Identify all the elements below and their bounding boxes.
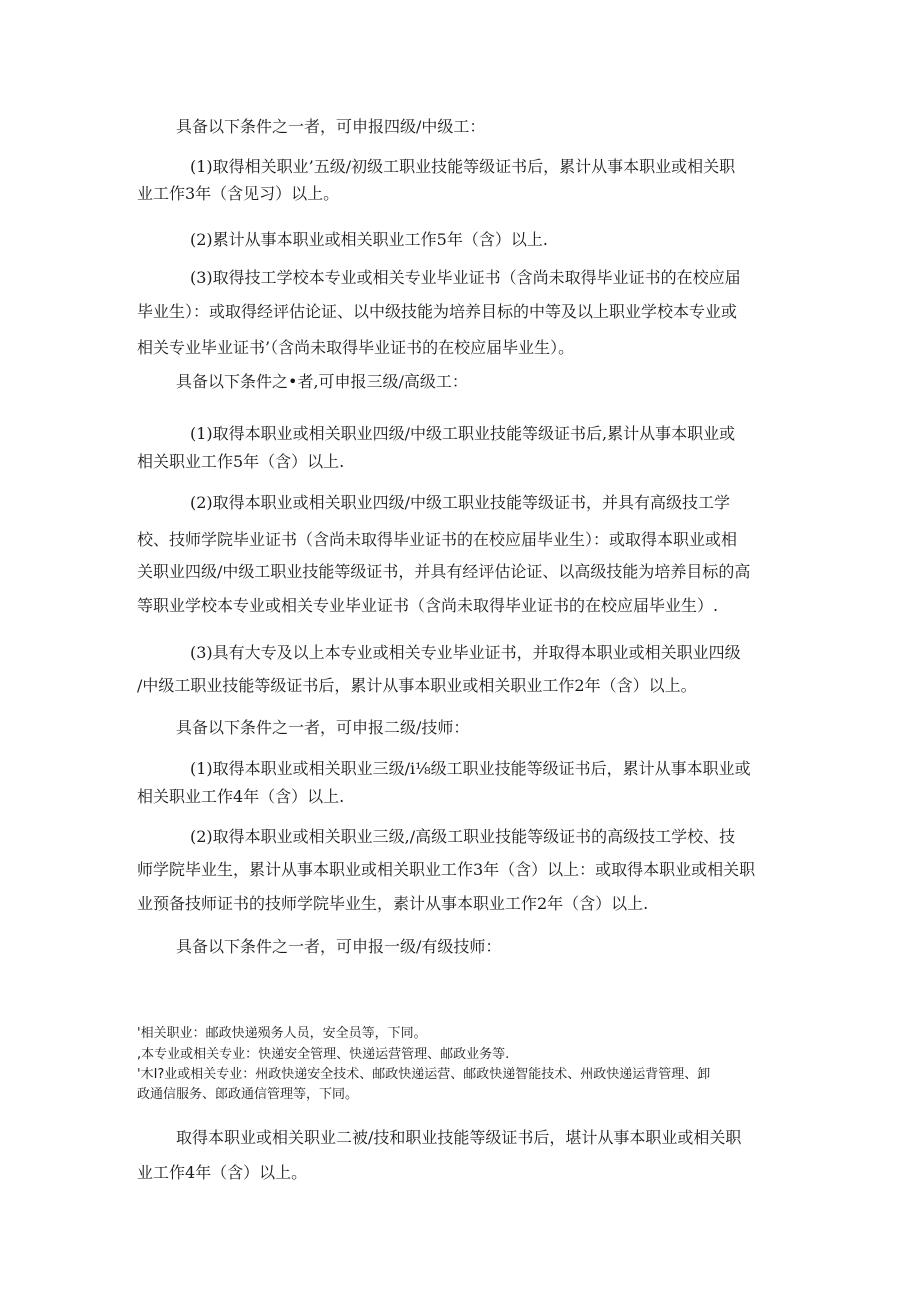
level4-item3-line1: (3)取得技工学校本专业或相关专业毕业证书（含尚未取得毕业证书的在校应届 [190, 268, 741, 287]
level3-item2-line3: 关职业四级/中级工职业技能等级证书，并具有经评估论证、以高级技能为培养目标的高 [137, 562, 751, 581]
level1-heading: 具备以下条件之一者，可申报一级/有级技师： [176, 937, 502, 956]
level4-item1-line1: (1)取得相关职业’五级/初级工职业技能等级证书后，累计从事本职业或相关职 [190, 157, 736, 176]
level3-item3-line1: (3)具有大专及以上本专业或相关专业毕业证书，并取得本职业或相关职业四级 [190, 643, 741, 662]
level2-item1-line2: 相关职业工作4年（含）以上. [137, 787, 345, 806]
continuation-line2: 业工作4年（含）以上。 [137, 1163, 308, 1182]
level3-heading: 具备以下条件之•者,可申报三级/高级工： [176, 372, 468, 391]
level2-heading: 具备以下条件之一者，可申报二级/技师： [176, 718, 470, 737]
level4-item3-line2: 毕业生）：或取得经评估论证、以中级技能为培养目标的中等及以上职业学校本专业或 [137, 302, 738, 321]
level3-item2-line1: (2)取得本职业或相关职业四级/中级工职业技能等级证书，并具有高级技工学 [190, 493, 731, 512]
level4-item3-line3: 相关专业毕业证书’（含尚未取得毕业证书的在校应届毕业生）。 [137, 338, 575, 357]
level3-item3-line2: /中级工职业技能等级证书后，累计从事本职业或相关职业工作2年（含）以上。 [137, 676, 697, 695]
footnote-3-line1: '木I?业或相关专业：州政快递安全技术、邮政快递运营、邮政快递智能技术、州政快递运背管理、卸 [137, 1067, 711, 1082]
footnote-1: '相关职业：邮政快递殒务人员，安全员等，下同。 [137, 1026, 427, 1041]
level4-item2-line1: (2)累计从事本职业或相关职业工作5年（含）以上. [190, 230, 548, 249]
level2-item1-line1: (1)取得本职业或相关职业三级/i⅛级工职业技能等级证书后，累计从事本职业或 [190, 759, 751, 778]
footnote-2: ,本专业或相关专业：快递安全管理、快递运营管理、邮政业务等. [137, 1047, 510, 1062]
level2-item2-line2: 师学院毕业生，累计从事本职业或相关职业工作3年（含）以上：或取得本职业或相关职 [137, 860, 756, 879]
level2-item2-line3: 业预备技师证书的技师学院毕业生，素计从事本职业工作2年（含）以上. [137, 894, 649, 913]
level3-item1-line1: (1)取得本职业或相关职业四级/中级工职业技能等级证书后,累计从事本职业或 [190, 424, 736, 443]
level3-item2-line4: 等职业学校本专业或相关专业毕业证书（含尚未取得毕业证书的在校应届毕业生）. [137, 596, 719, 615]
level3-item2-line2: 校、技师学院毕业证书（含尚未取得毕业证书的在校应届毕业生）：或取得本职业或相 [137, 530, 738, 549]
footnote-3-line2: 政通信服务、郎政通信管理等，下同。 [137, 1087, 359, 1102]
level2-item2-line1: (2)取得本职业或相关职业三级,/高级工职业技能等级证书的高级技工学校、技 [190, 827, 736, 846]
level4-item1-line2: 业工作3年（含见习）以上。 [137, 184, 340, 203]
level4-heading: 具备以下条件之一者，可申报四级/中级工： [176, 117, 486, 136]
level3-item1-line2: 相关职业工作5年（含）以上. [137, 452, 345, 471]
continuation-line1: 取得本职业或相关职业二被/技和职业技能等级证书后，堪计从事本职业或相关职 [176, 1128, 742, 1147]
